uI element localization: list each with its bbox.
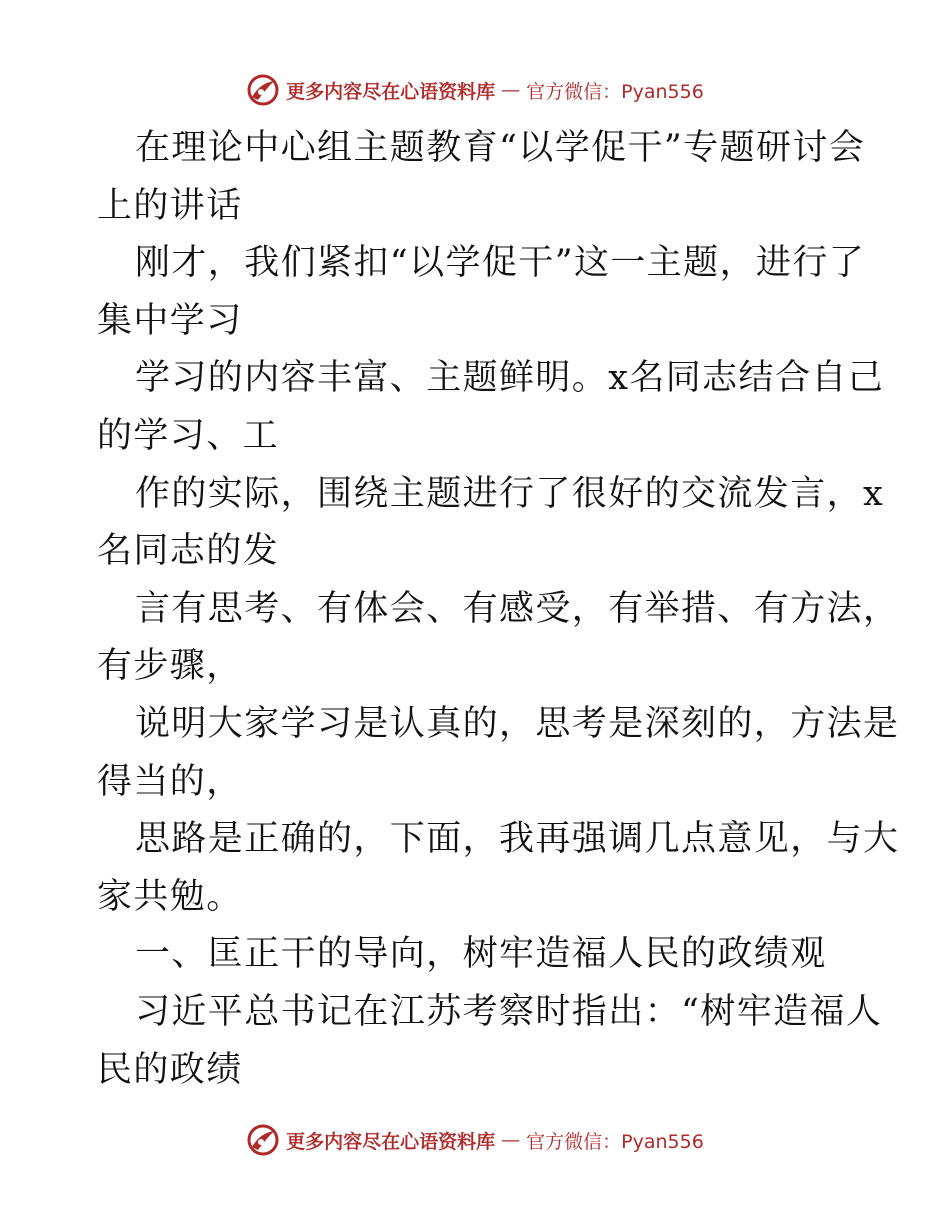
document-body [97,120,900,1099]
paragraph-line: 有步骤， [97,646,243,687]
paragraph-line: 家共勉。 [97,876,243,917]
paragraph-line: 学习的内容丰富、主题鲜明。x名同志结合自己 [135,358,885,399]
watermark-footer [0,1122,950,1158]
paragraph-line: 民的政绩 [97,1049,243,1090]
paragraph-line: 习近平总书记在江苏考察时指出：“树牢造福人 [135,991,883,1032]
paragraph-line: 刚才，我们紧扣“以学促干”这一主题，进行了 [135,243,866,284]
watermark-header [0,72,950,108]
paragraph-line: 言有思考、有体会、有感受，有举措、有方法， [135,588,900,629]
watermark-separator: — [501,1129,521,1151]
paragraph-line: 得当的， [97,761,243,802]
paragraph-line: 集中学习 [97,300,243,341]
section-heading: 一、匡正干的导向，树牢造福人民的政绩观 [135,934,827,975]
watermark-contact: 官方微信：Pyan556 [526,1130,704,1153]
watermark-title: 更多内容尽在心语资料库 [286,80,496,103]
paragraph-line: 思路是正确的，下面，我再强调几点意见，与大 [135,819,900,860]
paragraph-line: 的学习、工 [97,415,280,456]
document-title-line: 上的讲话 [97,185,243,226]
document-title-line: 在理论中心组主题教育“以学促干”专题研讨会 [135,128,866,168]
paragraph-line: 作的实际，围绕主题进行了很好的交流发言，x [135,473,885,514]
paragraph-line: 说明大家学习是认真的，思考是深刻的，方法是 [135,703,900,744]
paragraph-line: 名同志的发 [97,531,280,572]
watermark-title: 更多内容尽在心语资料库 [286,1130,496,1153]
watermark-separator: — [501,79,521,101]
brush-logo-icon [246,73,280,107]
brush-logo-icon [246,1123,280,1157]
watermark-contact: 官方微信：Pyan556 [526,80,704,103]
